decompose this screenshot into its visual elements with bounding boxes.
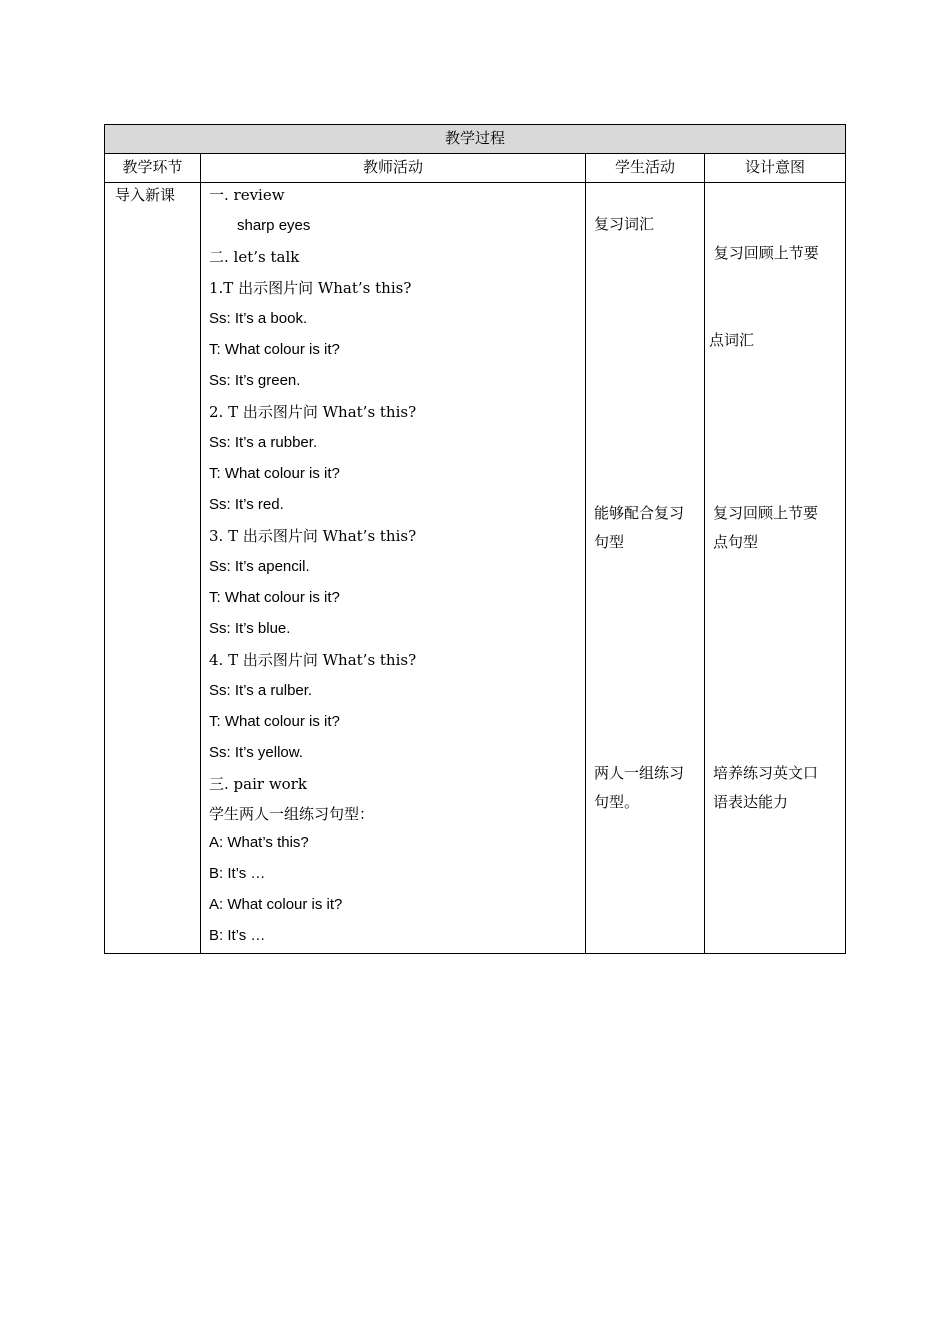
teacher-line: Ss: It’s yellow.: [209, 744, 303, 761]
teacher-line: T: What colour is it?: [209, 713, 340, 730]
teacher-line: 3. T 出示图片问 What’s this?: [209, 527, 417, 545]
lesson-process-table: [104, 124, 846, 954]
table-title: 教学过程: [105, 125, 845, 154]
teacher-line: T: What colour is it?: [209, 341, 340, 358]
teacher-line: Ss: It’s a book.: [209, 310, 308, 327]
teacher-line: 学生两人一组练习句型：: [209, 805, 375, 823]
header-teacher-activity: 教师活动: [201, 154, 585, 183]
column-divider: [585, 154, 586, 953]
design-note: 复习回顾上节要 点词汇: [709, 244, 819, 349]
teacher-line: Ss: It’s red.: [209, 496, 284, 513]
design-note: 培养练习英文口 语表达能力: [713, 764, 819, 811]
header-design-intent: 设计意图: [705, 154, 845, 183]
teacher-line: Ss: It’s blue.: [209, 620, 291, 637]
student-note: 能够配合复习 句型: [594, 504, 685, 551]
student-note: 复习词汇: [594, 215, 655, 233]
teacher-line: Ss: It’s apencil.: [209, 558, 310, 575]
teacher-line: B: It’s …: [209, 865, 266, 882]
student-note: 两人一组练习 句型。: [594, 764, 685, 811]
teacher-line: T: What colour is it?: [209, 465, 340, 482]
header-student-activity: 学生活动: [586, 154, 704, 183]
teacher-line: 1.T 出示图片问 What’s this?: [209, 279, 412, 297]
teacher-line: Ss: It’s a rulber.: [209, 682, 313, 699]
teacher-line: 4. T 出示图片问 What’s this?: [209, 651, 417, 669]
design-note: 复习回顾上节要 点句型: [713, 504, 819, 551]
stage-cell: 导入新课: [115, 186, 176, 204]
teacher-line: 一. review: [209, 186, 285, 204]
teacher-line: Ss: It’s green.: [209, 372, 301, 389]
teacher-line: B: It’s …: [209, 927, 266, 944]
teacher-line: A: What colour is it?: [209, 896, 343, 913]
teacher-line: Ss: It’s a rubber.: [209, 434, 318, 451]
header-stage: 教学环节: [105, 154, 200, 183]
teacher-line: A: What’s this?: [209, 834, 309, 851]
column-divider: [200, 154, 201, 953]
column-divider: [704, 154, 705, 953]
teacher-line: sharp eyes: [237, 217, 311, 234]
teacher-line: 2. T 出示图片问 What’s this?: [209, 403, 417, 421]
teacher-line: 二. let’s talk: [209, 248, 300, 266]
teacher-line: 三. pair work: [209, 775, 307, 793]
teacher-line: T: What colour is it?: [209, 589, 340, 606]
